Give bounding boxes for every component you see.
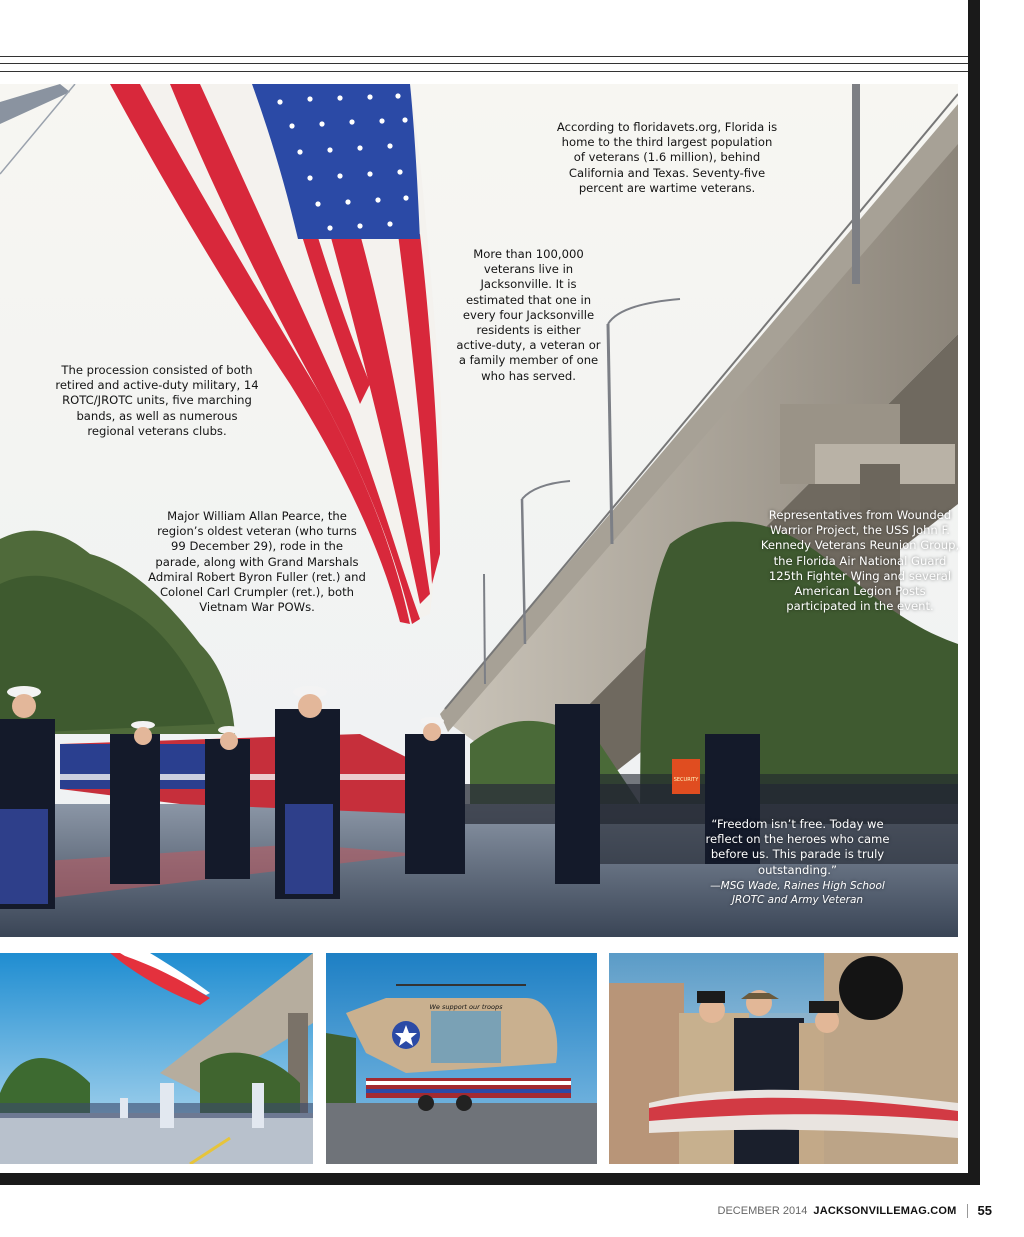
footer-divider [967,1204,968,1218]
page-border-bottom [0,1173,980,1185]
float-banner-text: We support our troops [429,1003,503,1011]
header-rule-top [0,56,968,57]
helicopter-float-photo [326,953,597,1164]
page-number: 55 [977,1203,992,1218]
page-border-right [968,0,980,1185]
security-vest-label: SECURITY [673,777,699,783]
caption-representatives: Representatives from Wounded Warrior Project, the USS John F. Kennedy Veterans Reunion Group, the Florida Air National Guard 125th Fighter Wing and several American Legion Posts participated in the event. [760,508,960,614]
marching-band-photo [0,953,313,1164]
footer-issue-date: DECEMBER 2014 [717,1204,808,1217]
pull-quote-attribution: —MSG Wade, Raines High School JROTC and Army Veteran [710,879,885,906]
caption-oldest-veteran: Major William Allan Pearce, the region’s oldest veteran (who turns 99 December 29), rode in the parade, along with Grand Marshals Admiral Robert Byron Fuller (ret.) and Colonel Carl Crumpler (ret.), both Vietnam War POWs. [148,509,366,615]
header-rule-bottom [0,71,968,72]
header-rule-middle [0,63,968,64]
pull-quote-text: “Freedom isn’t free. Today we reflect on the heroes who came before us. This parade is truly outstanding.” [705,817,890,877]
pull-quote [700,817,895,907]
page-footer [718,1203,992,1218]
footer-site[interactable]: JACKSONVILLEMAG.COM [813,1204,957,1217]
caption-procession: The procession consisted of both retired and active-duty military, 14 ROTC/JROTC units, five marching bands, as well as numerous regional veterans clubs. [55,363,259,438]
caption-florida-stats: According to floridavets.org, Florida is home to the third largest population of veterans (1.6 million), behind California and Texas. Seventy-five percent are wartime veterans. [556,120,778,195]
caption-jacksonville-stats: More than 100,000 veterans live in Jacksonville. It is estimated that one in every four Jacksonville residents is either active-duty, a veteran or a family member of one who has served. [456,247,601,383]
jrotc-flag-photo [609,953,958,1164]
